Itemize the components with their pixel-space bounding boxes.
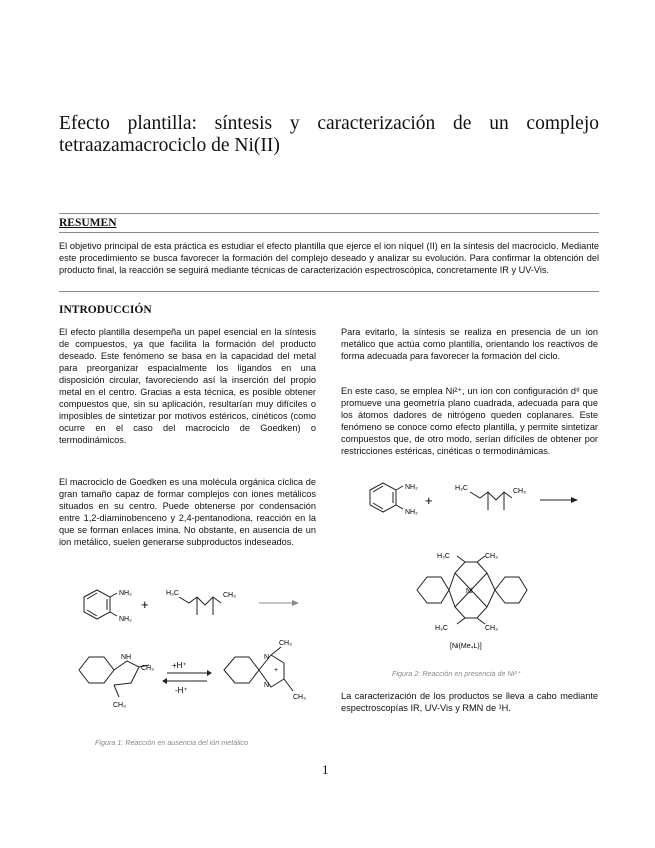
nh2-bottom-label: NH₂ [119, 616, 132, 623]
intro-paragraph-5: La caracterización de los productos se lleva a cabo mediante espectroscopías IR, UV-Vis y RMN de ¹H. [341, 691, 598, 713]
fig2-h3c-mac-bottom-label: H₃C [435, 625, 448, 632]
benzene-ring [84, 590, 110, 619]
minus-h-label: -H⁺ [175, 686, 188, 695]
resumen-bottom-rule [59, 291, 599, 292]
fig2-plus-sign: + [425, 493, 433, 508]
ch3-product-top-label: CH₃ [279, 640, 292, 647]
n-top-label: N [264, 654, 270, 661]
pentanedione-chain-2 [470, 492, 512, 500]
ch3-ring-bottom-label: CH₃ [113, 702, 126, 709]
charge-label: + [274, 667, 279, 674]
fig2-ch3-mac-label: CH₃ [485, 553, 498, 560]
ch3-label: CH₃ [223, 592, 236, 599]
complex-formula-label: [Ni(Me₄L)] [450, 643, 482, 650]
resumen-heading: RESUMEN [59, 217, 117, 229]
nh-label: NH [121, 654, 132, 661]
h3c-label: H₃C [166, 590, 179, 597]
fig2-nh2-top-label: NH₂ [405, 484, 418, 491]
top-rule [59, 213, 599, 214]
macrocycle-right-benzene [495, 577, 527, 603]
macrocycle-top-chelate [449, 562, 495, 590]
macrocycle-left-benzene [417, 577, 449, 603]
nickel-label: Ni [466, 588, 473, 595]
n-bottom-label: N [264, 682, 270, 689]
figure-1-caption: Figura 1: Reacción en ausencia del ión metálico [95, 738, 249, 747]
figure-2-scheme [345, 480, 595, 665]
figure-1-scheme [59, 575, 319, 725]
plus-h-label: +H⁺ [172, 661, 187, 670]
benzene-ring-2 [370, 483, 396, 512]
pentanedione-chain [179, 597, 221, 605]
plus-sign: + [141, 597, 149, 612]
fig2-ch3-mac-bottom-label: CH₃ [485, 625, 498, 632]
intro-paragraph-4: En este caso, se emplea Ni²⁺, un ion con configuración d⁸ que promueve una geometría plano cuadrada, adecuada para que los átomos dadores de nitrógeno queden coplanares. Este fenómeno se conoce como efecto plantilla, y permite sintetizar compuestos que, de otro modo, serían difíciles de obtener por restricciones estéricas, cinéticas o termodinámicas. [341, 386, 598, 456]
nh2-top-label: NH₂ [119, 590, 132, 597]
intro-paragraph-2: El macrociclo de Goedken es una molécula orgánica cíclica de gran tamaño capaz de formar complejos con iones metálicos situados en su centro. Puede obtenerse por condensación entre 1,2-diaminobenceno y 2,4-pentanodiona, reacción en la que se forman enlaces imina. No obstante, en ausencia de un ion metálico, suelen generarse subproductos indeseados. [59, 477, 316, 547]
resumen-text: El objetivo principal de esta práctica es estudiar el efecto plantilla que ejerce el ion níquel (II) en la síntesis del macrociclo. Mediante este procedimiento se busca favorecer la formación del complejo deseado y analizar su evolución. Para confirmar la obtención del producto final, la reacción se seguirá mediante técnicas de caracterización espectroscópica, concretamente IR y UV-Vis. [59, 241, 599, 275]
figure-2-caption: Figura 2: Reacción en presencia de Ni²⁺ [392, 669, 521, 678]
paper-title: Efecto plantilla: síntesis y caracterización de un complejo tetraazamacrociclo de Ni(II) [59, 113, 599, 156]
fig2-h3c-mac-label: H₃C [437, 553, 450, 560]
resumen-rule [59, 232, 599, 233]
introduccion-heading: INTRODUCCIÓN [59, 304, 152, 316]
fig2-nh2-bottom-label: NH₂ [405, 509, 418, 516]
ch3-ring-top-label: CH₃ [141, 665, 154, 672]
fig2-h3c-label: H₃C [455, 485, 468, 492]
product-ring [224, 657, 259, 683]
azepine-ring [79, 657, 114, 683]
intro-paragraph-3: Para evitarlo, la síntesis se realiza en presencia de un ion metálico que actúa como plantilla, orientando los reactivos de forma adecuada para favorecer la formación del ciclo. [341, 327, 598, 361]
fig2-ch3-label: CH₃ [513, 488, 526, 495]
intro-paragraph-1: El efecto plantilla desempeña un papel esencial en la síntesis de compuestos, ya que facilita la formación del producto deseado. Este fenómeno se basa en la capacidad del metal para preorganizar espacialmente los ligandos en una disposición circular, favoreciendo así la inserción del propio metal en el centro. Gracias a esta técnica, es posible obtener compuestos que, sin su aplicación, resultarían muy difíciles o imposibles de sintetizar por motivos estéricos, cinéticos (como ocurre en el caso del macrociclo de Goedken) o termodinámicos. [59, 327, 316, 445]
ch3-product-bottom-label: CH₃ [293, 694, 306, 701]
page-number: 1 [322, 762, 329, 777]
